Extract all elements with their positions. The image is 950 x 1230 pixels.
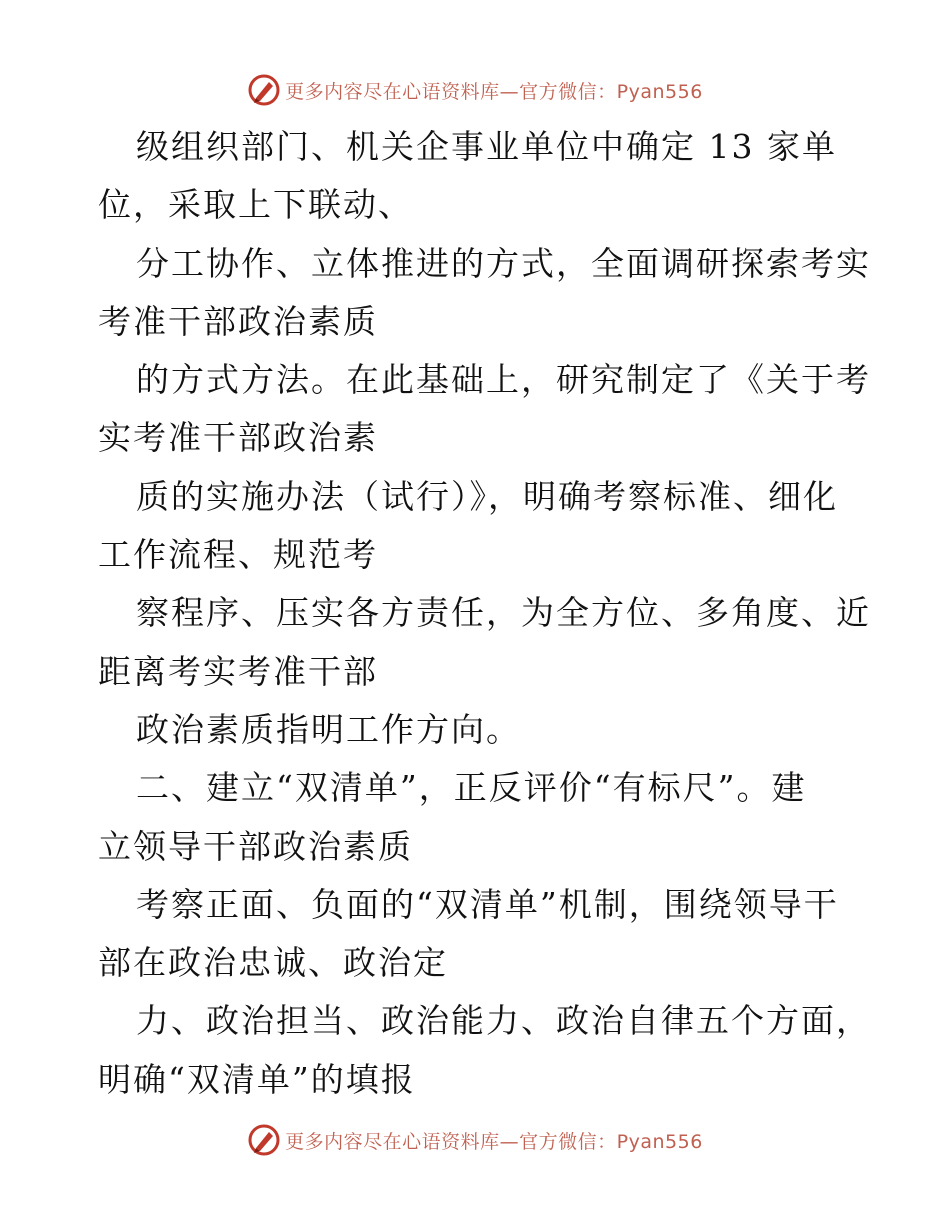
header-banner-text: 更多内容尽在心语资料库—官方微信：Pyan556 [285,80,703,103]
footer-banner [0,1120,950,1160]
text-line: 工作流程、规范考 [98,535,378,575]
text-line: 政治素质指明工作方向。 [136,709,521,749]
text-line: 部在政治忠诚、政治定 [98,943,448,983]
text-line: 明确“双清单”的填报 [98,1059,416,1099]
text-line: 质的实施办法（试行）》，明确考察标准、细化 [136,476,838,516]
text-line: 的方式方法。在此基础上，研究制定了《关于考 [136,360,871,400]
document-body [98,118,871,1109]
text-line: 二、建立“双清单”，正反评价“有标尺”。建 [136,768,807,808]
pen-logo-icon [247,73,281,107]
text-line: 分工协作、立体推进的方式，全面调研探索考实 [136,243,871,283]
text-line: 实考准干部政治素 [98,418,378,458]
text-line: 力、政治担当、政治能力、政治自律五个方面， [136,1001,871,1041]
text-line: 立领导干部政治素质 [98,826,413,866]
pen-logo-icon [247,1123,281,1157]
text-line: 位，采取上下联动、 [98,185,413,225]
text-line: 级组织部门、机关企事业单位中确定 13 家单 [136,127,837,166]
footer-banner-text: 更多内容尽在心语资料库—官方微信：Pyan556 [285,1130,703,1153]
text-line: 考察正面、负面的“双清单”机制，围绕领导干 [136,884,839,924]
text-line: 考准干部政治素质 [98,301,378,341]
text-line: 察程序、压实各方责任，为全方位、多角度、近 [136,593,871,633]
header-banner [0,70,950,110]
text-line: 距离考实考准干部 [98,651,378,691]
